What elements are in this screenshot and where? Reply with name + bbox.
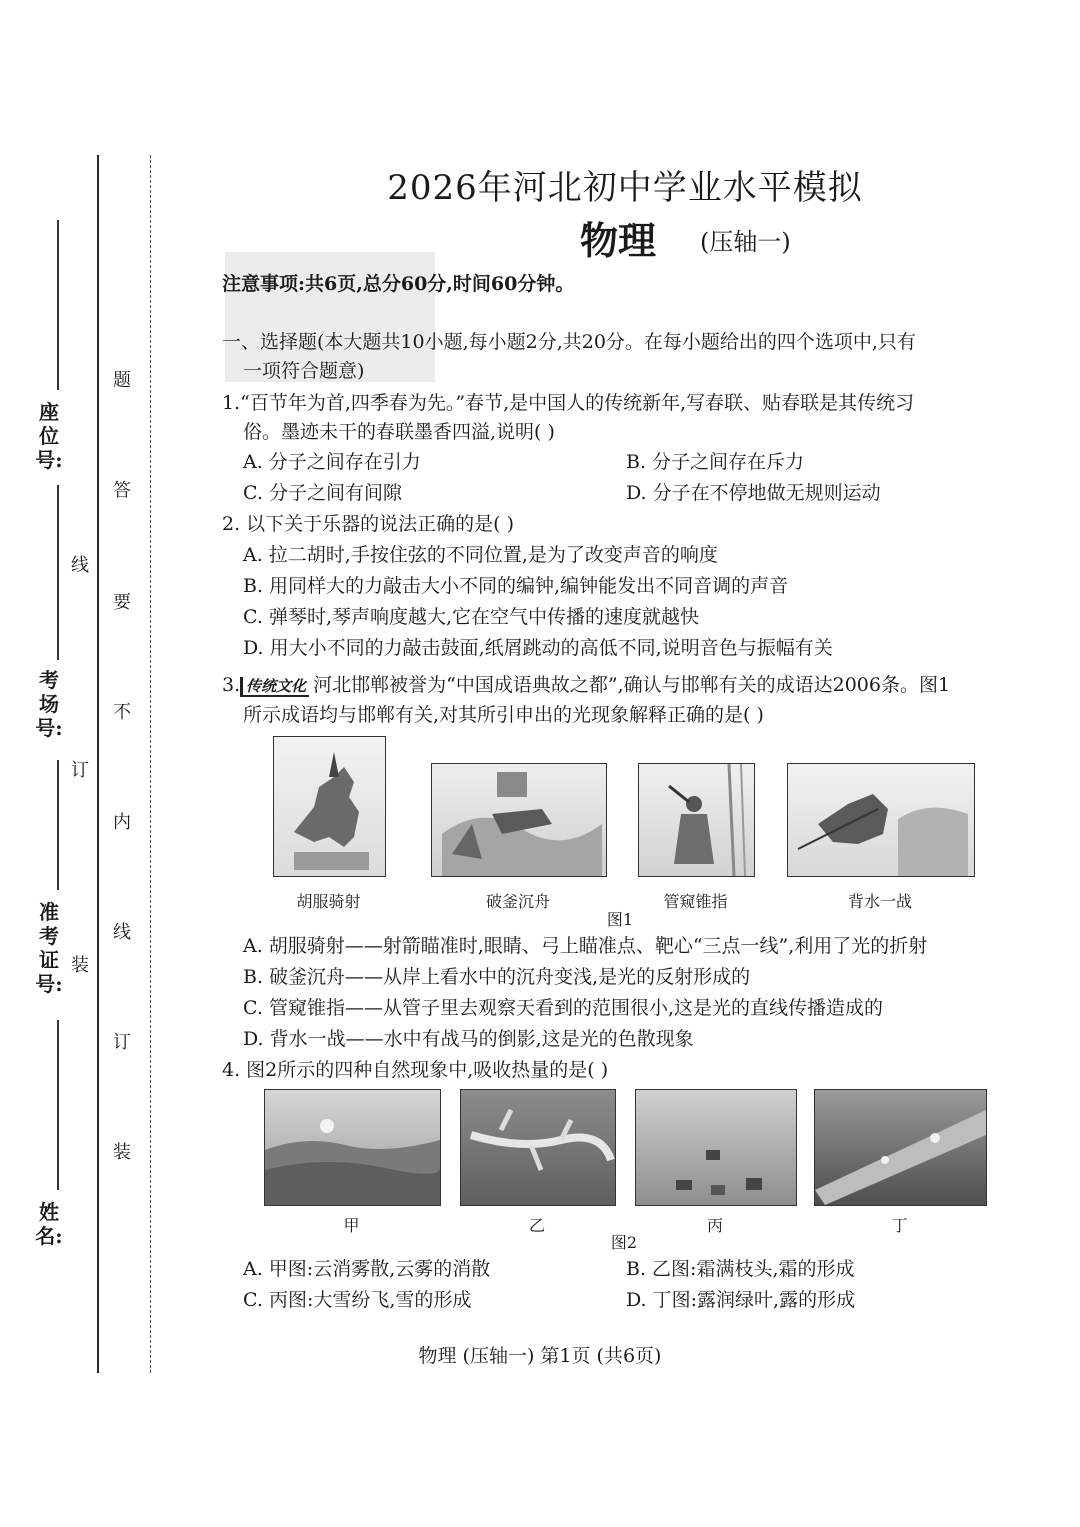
q1-stem-cont: 俗。墨迹未干的春联墨香四溢,说明( ) [243, 421, 555, 443]
sinking-boats-painting-image [431, 763, 607, 877]
seat-blank-line [57, 220, 59, 390]
figure2-caption-3: 丙 [706, 1216, 723, 1235]
room-blank-line [57, 485, 59, 660]
q1-option-d: D. 分子在不停地做无规则运动 [626, 482, 881, 504]
figure2-caption-2: 乙 [528, 1216, 545, 1235]
cut-word-line: 线 [71, 555, 89, 576]
q3-stem-text: 河北邯郸被誉为“中国成语典故之都”,确认与邯郸有关的成语达2006条。图1 [313, 674, 951, 696]
warning-char: 线 [113, 922, 131, 943]
q1-option-b: B. 分子之间存在斥力 [626, 451, 805, 473]
q3-option-d: D. 背水一战——水中有战马的倒影,这是光的色散现象 [243, 1028, 694, 1050]
backwater-battle-painting-image [787, 763, 975, 877]
q4-option-c: C. 丙图:大雪纷飞,雪的形成 [243, 1289, 472, 1311]
heavy-snowfall-image [635, 1089, 797, 1206]
figure1-caption-3: 管窥锥指 [663, 892, 728, 911]
notice [222, 271, 574, 297]
figure1-label: 图1 [606, 910, 634, 929]
figure1-caption-2: 破釜沉舟 [485, 892, 550, 911]
section-heading-cont: 一项符合题意) [243, 360, 365, 382]
binding-dashed-line [150, 155, 151, 1373]
q2-option-a: A. 拉二胡时,手按住弦的不同位置,是为了改变声音的响度 [243, 544, 718, 566]
section-heading: 一、选择题(本大题共10小题,每小题2分,共20分。在每小题给出的四个选项中,只有 [222, 331, 916, 353]
exam-title: 2026年河北初中学业水平模拟 [387, 168, 863, 208]
figure1-caption-1: 胡服骑射 [296, 892, 361, 911]
figure2-caption-1: 甲 [343, 1216, 360, 1235]
figure1-caption-4: 背水一战 [847, 892, 912, 911]
q4-stem: 4. 图2所示的四种自然现象中,吸收热量的是( ) [222, 1059, 609, 1081]
warning-char: 订 [113, 1032, 131, 1053]
dew-leaf-image [814, 1089, 987, 1206]
student-name-label: 姓名: [35, 1200, 63, 1248]
warning-char: 答 [113, 480, 131, 501]
q2-option-b: B. 用同样大的力敲击大小不同的编钟,编钟能发出不同音调的声音 [243, 575, 789, 597]
page-footer: 物理 (压轴一) 第1页 (共6页) [418, 1345, 662, 1367]
figure2-caption-4: 丁 [891, 1216, 908, 1235]
q3-option-c: C. 管窥锥指——从管子里去观察天看到的范围很小,这是光的直线传播造成的 [243, 997, 883, 1019]
q3-number: 3. [222, 674, 241, 696]
q4-option-a: A. 甲图:云消雾散,云雾的消散 [243, 1258, 491, 1280]
cut-word-bind: 装 [71, 955, 89, 976]
cut-word-staple: 订 [71, 760, 89, 781]
q4-option-d: D. 丁图:露润绿叶,露的形成 [626, 1289, 856, 1311]
tube-viewing-painting-image [638, 763, 755, 877]
figure2-label: 图2 [610, 1233, 638, 1252]
q3-option-a: A. 胡服骑射——射箭瞄准时,眼睛、弓上瞄准点、靶心“三点一线”,利用了光的折射 [243, 935, 928, 957]
traditional-culture-badge: 传统文化 [240, 677, 309, 697]
warning-char: 不 [113, 702, 131, 723]
q1-stem: 1.“百节年为首,四季春为先。”春节,是中国人的传统新年,写春联、贴春联是其传统习 [222, 392, 915, 414]
subject-title: 物理 [580, 218, 657, 263]
q1-option-c: C. 分子之间有间隙 [243, 482, 402, 504]
warning-char: 要 [113, 592, 131, 613]
horse-archer-statue-image [273, 736, 386, 877]
name-blank-line [57, 1020, 59, 1190]
ticket-blank-line [57, 760, 59, 890]
edition-label: (压轴一) [700, 228, 791, 256]
exam-room-label: 考场号: [35, 668, 63, 740]
ticket-number-label: 准考证号: [35, 900, 63, 996]
q3-stem [222, 672, 950, 698]
warning-char: 内 [113, 812, 131, 833]
notice-label: 注意事项: [222, 273, 306, 295]
warning-char: 装 [113, 1142, 131, 1163]
q4-option-b: B. 乙图:霜满枝头,霜的形成 [626, 1258, 855, 1280]
q2-stem: 2. 以下关于乐器的说法正确的是( ) [222, 513, 515, 535]
q1-option-a: A. 分子之间存在引力 [243, 451, 421, 473]
warning-char: 题 [113, 370, 131, 391]
seat-number-label: 座位号: [35, 400, 63, 472]
frost-branch-image [460, 1089, 616, 1206]
clouds-dispersing-image [264, 1089, 441, 1206]
binding-solid-line [97, 155, 99, 1373]
q2-option-d: D. 用大小不同的力敲击鼓面,纸屑跳动的高低不同,说明音色与振幅有关 [243, 637, 833, 659]
q2-option-c: C. 弹琴时,琴声响度越大,它在空气中传播的速度就越快 [243, 606, 700, 628]
q3-stem-cont: 所示成语均与邯郸有关,对其所引申出的光现象解释正确的是( ) [243, 704, 764, 726]
q3-option-b: B. 破釜沉舟——从岸上看水中的沉舟变浅,是光的反射形成的 [243, 966, 751, 988]
notice-text: 共6页,总分60分,时间60分钟。 [305, 273, 575, 295]
